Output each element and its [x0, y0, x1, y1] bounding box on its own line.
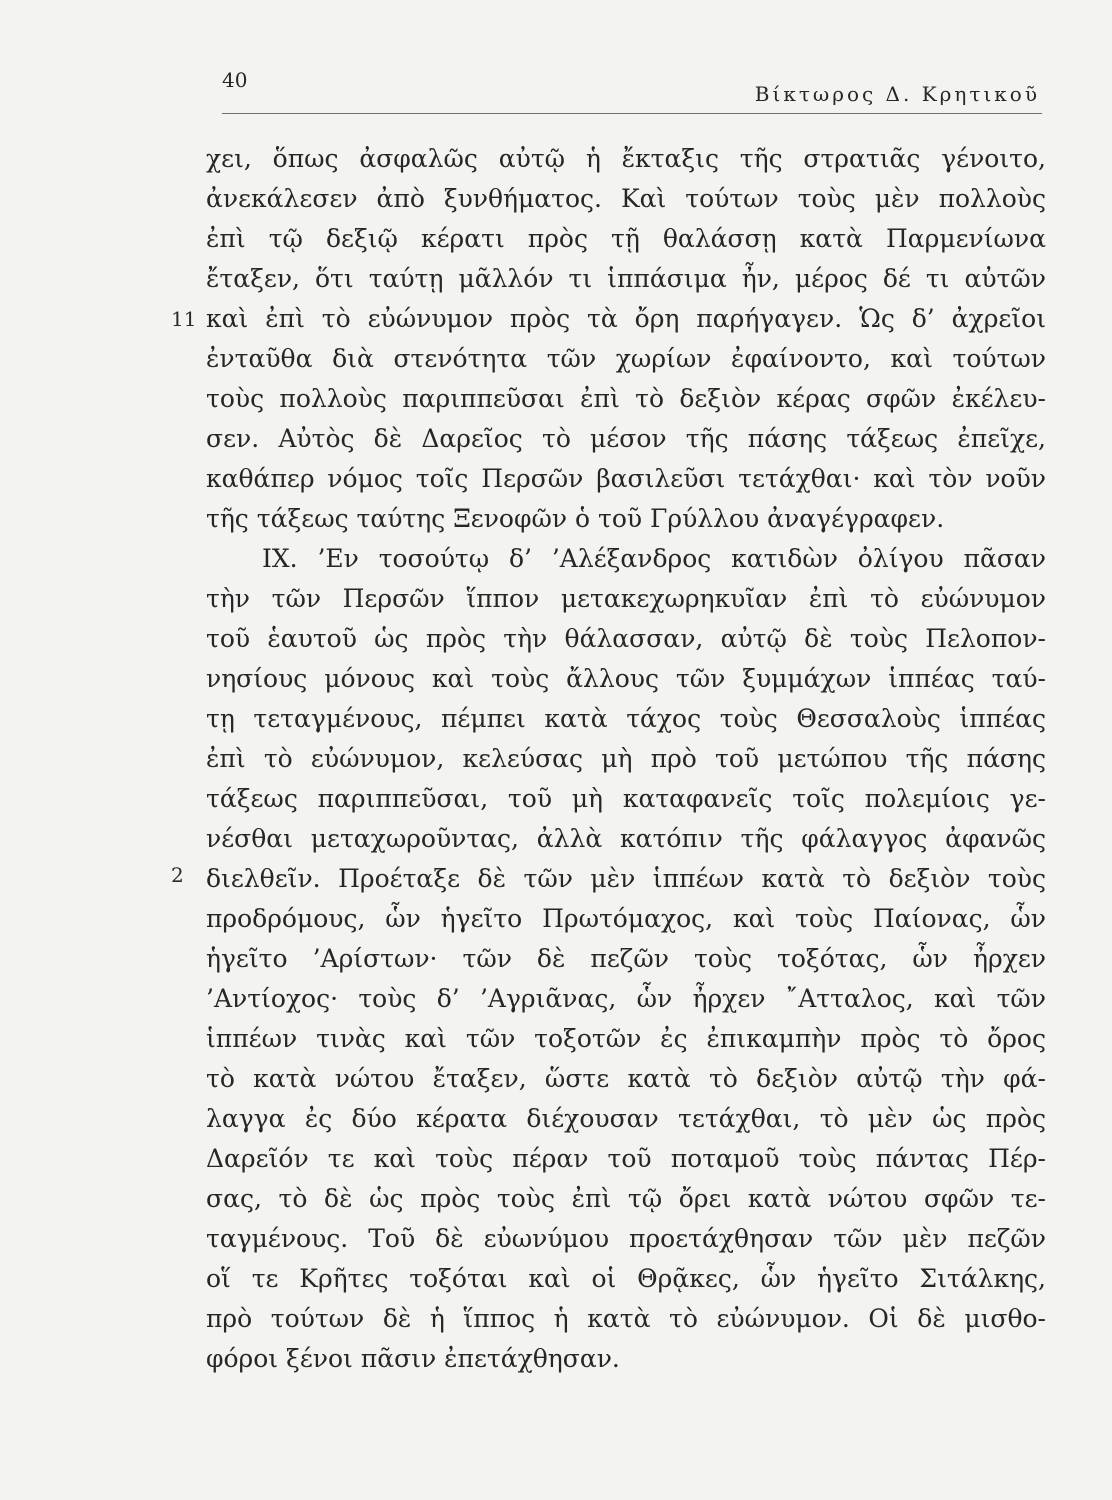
body-text [206, 139, 1046, 1379]
text-line: χει, ὅπως ἀσφαλῶς αὐτῷ ἡ ἔκταξις τῆς στρατιᾶς γένοιτο, [206, 144, 1046, 173]
text-line: σεν. Αὐτὸς δὲ Δαρεῖος τὸ μέσον τῆς πάσης τάξεως ἐπεῖχε, [206, 424, 1046, 453]
text-line: τάξεως παριππεῦσαι, τοῦ μὴ καταφανεῖς τοῖς πολεμίοις γε- [206, 784, 1046, 813]
section-number-11: 11 [171, 307, 197, 331]
text-line: πρὸ τούτων δὲ ἡ ἵππος ἡ κατὰ τὸ εὐώνυμον. Οἱ δὲ μισθο- [206, 1304, 1046, 1333]
text-line: νέσθαι μεταχωροῦντας, ἀλλὰ κατόπιν τῆς φάλαγγος ἀφανῶς [206, 824, 1046, 853]
text-line: οἵ τε Κρῆτες τοξόται καὶ οἱ Θρᾷκες, ὧν ἡγεῖτο Σιτάλκης, [206, 1264, 1046, 1293]
page-number: 40 [222, 68, 248, 92]
text-line: τῃ τεταγμένους, πέμπει κατὰ τάχος τοὺς Θεσσαλοὺς ἱππέας [206, 704, 1046, 733]
text-line: προδρόμους, ὧν ἡγεῖτο Πρωτόμαχος, καὶ τοὺς Παίονας, ὧν [206, 904, 1046, 933]
section-number-2: 2 [171, 863, 184, 887]
text-line: διελθεῖν. Προέταξε δὲ τῶν μὲν ἱππέων κατὰ τὸ δεξιὸν τοὺς [206, 864, 1046, 893]
text-line: ἡγεῖτο ’Αρίστων· τῶν δὲ πεζῶν τοὺς τοξότας, ὧν ἦρχεν [206, 944, 1046, 973]
text-line: λαγγα ἐς δύο κέρατα διέχουσαν τετάχθαι, τὸ μὲν ὡς πρὸς [206, 1104, 1046, 1133]
text-line: ἐνταῦθα διὰ στενότητα τῶν χωρίων ἐφαίνοντο, καὶ τούτων [206, 344, 1046, 373]
text-line: ἔταξεν, ὅτι ταύτῃ μᾶλλόν τι ἱππάσιμα ἦν, μέρος δέ τι αὐτῶν [206, 264, 1046, 293]
text-line: ἐπὶ τὸ εὐώνυμον, κελεύσας μὴ πρὸ τοῦ μετώπου τῆς πάσης [206, 744, 1046, 773]
running-title: Βίκτωρος Δ. Κρητικοῦ [754, 82, 1040, 106]
text-line: ταγμένους. Τοῦ δὲ εὐωνύμου προετάχθησαν τῶν μὲν πεζῶν [206, 1224, 1046, 1253]
text-line: τοῦ ἑαυτοῦ ὡς πρὸς τὴν θάλασσαν, αὐτῷ δὲ τοὺς Πελοπον- [206, 624, 1046, 653]
text-line: τὸ κατὰ νώτου ἔταξεν, ὥστε κατὰ τὸ δεξιὸν αὐτῷ τὴν φά- [206, 1064, 1046, 1093]
text-line: καὶ ἐπὶ τὸ εὐώνυμον πρὸς τὰ ὄρη παρήγαγεν. Ὡς δ’ ἀχρεῖοι [206, 304, 1046, 333]
text-line: IX. ’Εν τοσούτῳ δ’ ’Αλέξανδρος κατιδὼν ὀλίγου πᾶσαν [262, 544, 1046, 573]
text-line: ἀνεκάλεσεν ἀπὸ ξυνθήματος. Καὶ τούτων τοὺς μὲν πολλοὺς [206, 184, 1046, 213]
text-line: Δαρεῖόν τε καὶ τοὺς πέραν τοῦ ποταμοῦ τοὺς πάντας Πέρ- [206, 1144, 1046, 1173]
text-line: ἐπὶ τῷ δεξιῷ κέρατι πρὸς τῇ θαλάσσῃ κατὰ Παρμενίωνα [206, 224, 1046, 253]
text-line: ’Αντίοχος· τοὺς δ’ ’Αγριᾶνας, ὧν ἦρχεν ῎Ατταλος, καὶ τῶν [206, 984, 1046, 1013]
page-header [222, 68, 1042, 118]
text-line: ἱππέων τινὰς καὶ τῶν τοξοτῶν ἐς ἐπικαμπὴν πρὸς τὸ ὄρος [206, 1024, 1046, 1053]
text-line: τοὺς πολλοὺς παριππεῦσαι ἐπὶ τὸ δεξιὸν κέρας σφῶν ἐκέλευ- [206, 384, 1046, 413]
text-line: φόροι ξένοι πᾶσιν ἐπετάχθησαν. [206, 1344, 620, 1373]
text-line: σας, τὸ δὲ ὡς πρὸς τοὺς ἐπὶ τῷ ὄρει κατὰ νώτου σφῶν τε- [206, 1184, 1046, 1213]
header-rule [222, 113, 1042, 114]
text-line: τὴν τῶν Περσῶν ἵππον μετακεχωρηκυῖαν ἐπὶ τὸ εὐώνυμον [206, 584, 1046, 613]
text-line: καθάπερ νόμος τοῖς Περσῶν βασιλεῦσι τετάχθαι· καὶ τὸν νοῦν [206, 464, 1046, 493]
text-line: νησίους μόνους καὶ τοὺς ἄλλους τῶν ξυμμάχων ἱππέας ταύ- [206, 664, 1046, 693]
text-line: τῆς τάξεως ταύτης Ξενοφῶν ὁ τοῦ Γρύλλου ἀναγέγραφεν. [206, 504, 945, 533]
